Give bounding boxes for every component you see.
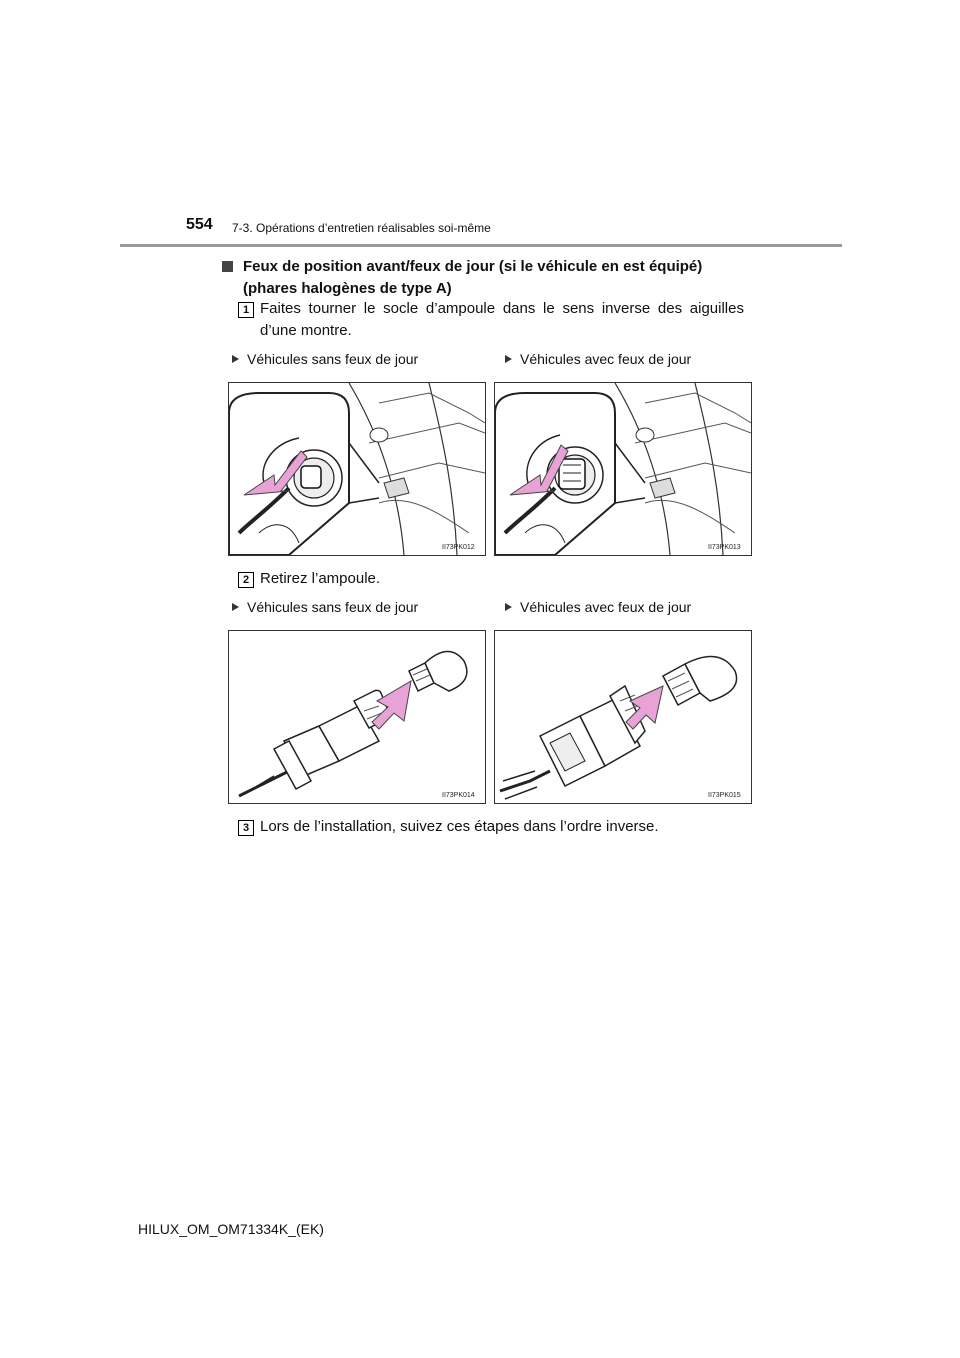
label-without-drl — [232, 599, 418, 615]
heading-line-1: Feux de position avant/feux de jour (si le véhicule en est équipé) — [243, 258, 703, 275]
triangle-bullet-icon — [505, 355, 512, 363]
label-text: Véhicules avec feux de jour — [520, 599, 692, 615]
headlamp-illustration — [495, 383, 751, 555]
section-title: 7-3. Opérations d’entretien réalisables soi-même — [232, 221, 491, 235]
step-number-badge: 1 — [238, 302, 254, 318]
step-number-badge: 2 — [238, 572, 254, 588]
step-3-text: Lors de l’installation, suivez ces étapes dans l’ordre inverse. — [260, 818, 659, 835]
label-with-drl — [505, 351, 691, 367]
triangle-bullet-icon — [232, 603, 239, 611]
page-number: 554 — [186, 216, 213, 233]
step-number-badge: 3 — [238, 820, 254, 836]
figure-code: II73PK012 — [442, 544, 475, 551]
label-text: Véhicules sans feux de jour — [247, 351, 419, 367]
step-1-text: Faites tourner le socle d’ampoule dans le sens inverse des aiguilles d’une montre. — [260, 300, 744, 339]
heading-line-2: (phares halogènes de type A) — [243, 280, 452, 297]
figure-socket-rotation-with-drl — [494, 382, 752, 556]
figure-code: II73PK013 — [708, 544, 741, 551]
label-text: Véhicules sans feux de jour — [247, 599, 419, 615]
figure-socket-rotation-without-drl — [228, 382, 486, 556]
figure-bulb-removal-with-drl — [494, 630, 752, 804]
label-text: Véhicules avec feux de jour — [520, 351, 692, 367]
headlamp-illustration — [229, 383, 485, 555]
bulb-socket-illustration — [495, 631, 751, 803]
triangle-bullet-icon — [232, 355, 239, 363]
header-divider — [120, 244, 842, 247]
square-bullet-icon — [222, 261, 233, 272]
bulb-socket-illustration — [229, 631, 485, 803]
label-without-drl — [232, 351, 418, 367]
document-footer: HILUX_OM_OM71334K_(EK) — [138, 1221, 324, 1237]
figure-bulb-removal-without-drl — [228, 630, 486, 804]
figure-code: II73PK015 — [708, 792, 741, 799]
step-2-text: Retirez l’ampoule. — [260, 570, 381, 587]
triangle-bullet-icon — [505, 603, 512, 611]
figure-code: II73PK014 — [442, 792, 475, 799]
procedure-heading — [222, 256, 744, 300]
label-with-drl — [505, 599, 691, 615]
